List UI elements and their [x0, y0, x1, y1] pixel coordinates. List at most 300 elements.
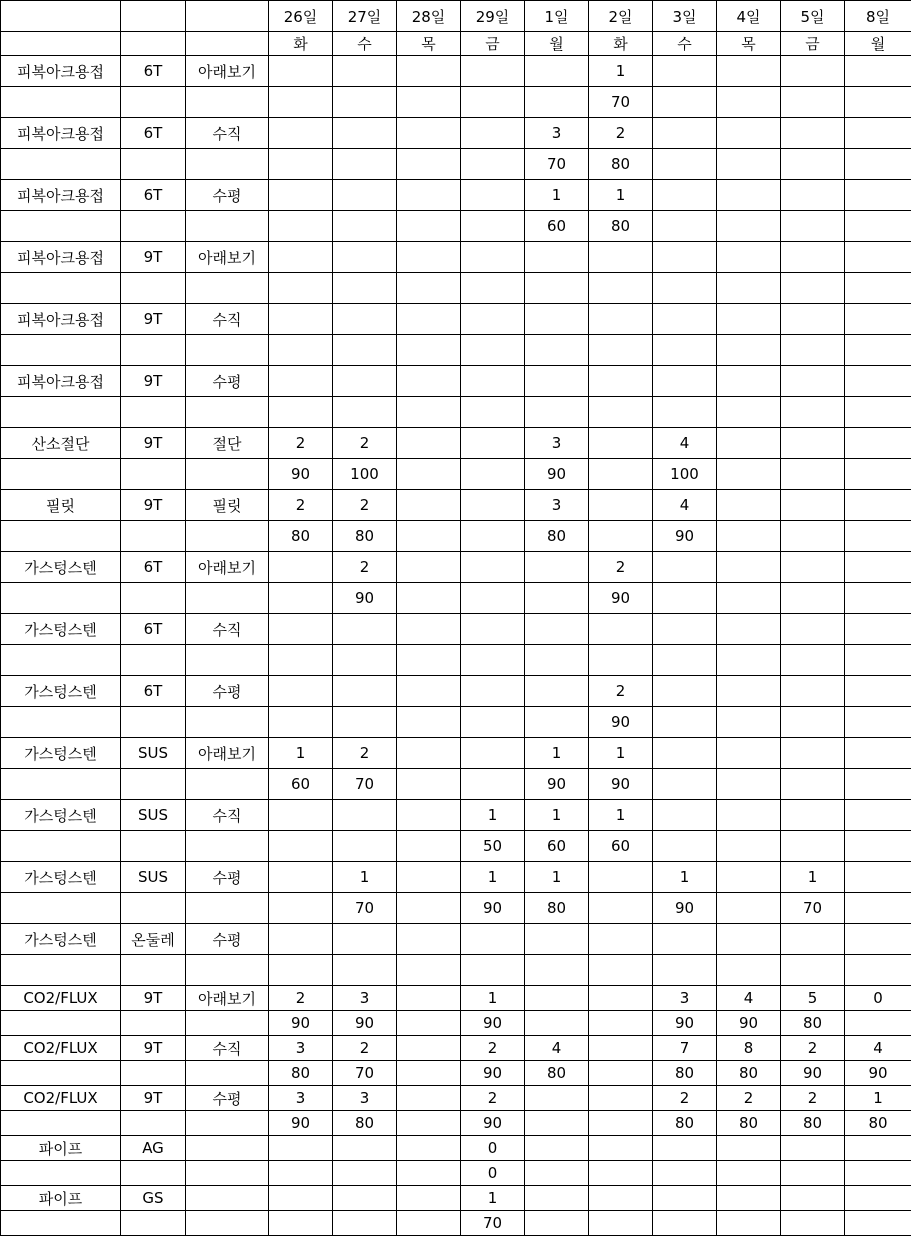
position-cell[interactable]: 수직	[186, 118, 269, 149]
value-cell[interactable]	[333, 211, 397, 242]
value-cell[interactable]	[397, 1036, 461, 1061]
value-cell[interactable]: 90	[461, 1111, 525, 1136]
thickness-cell[interactable]: 9T	[121, 986, 186, 1011]
value-cell[interactable]	[717, 707, 781, 738]
value-cell[interactable]: 1	[525, 738, 589, 769]
value-cell[interactable]	[781, 924, 845, 955]
value-cell[interactable]	[653, 614, 717, 645]
value-cell[interactable]	[269, 862, 333, 893]
value-cell[interactable]	[653, 1161, 717, 1186]
value-cell[interactable]	[717, 676, 781, 707]
value-cell[interactable]	[589, 1111, 653, 1136]
value-cell[interactable]	[589, 1086, 653, 1111]
value-cell[interactable]	[397, 428, 461, 459]
thickness-cell[interactable]	[121, 149, 186, 180]
value-cell[interactable]	[269, 645, 333, 676]
value-cell[interactable]: 90	[269, 459, 333, 490]
thickness-cell[interactable]: 9T	[121, 366, 186, 397]
value-cell[interactable]	[269, 149, 333, 180]
value-cell[interactable]	[653, 1211, 717, 1236]
value-cell[interactable]: 60	[589, 831, 653, 862]
value-cell[interactable]	[269, 676, 333, 707]
value-cell[interactable]	[653, 180, 717, 211]
value-cell[interactable]: 3	[525, 118, 589, 149]
value-cell[interactable]	[717, 211, 781, 242]
value-cell[interactable]	[589, 645, 653, 676]
value-cell[interactable]	[845, 459, 911, 490]
value-cell[interactable]	[845, 273, 911, 304]
value-cell[interactable]	[781, 87, 845, 118]
value-cell[interactable]	[589, 304, 653, 335]
value-cell[interactable]	[269, 924, 333, 955]
value-cell[interactable]	[269, 583, 333, 614]
value-cell[interactable]	[461, 242, 525, 273]
value-cell[interactable]	[781, 149, 845, 180]
value-cell[interactable]	[589, 242, 653, 273]
value-cell[interactable]: 0	[845, 986, 911, 1011]
thickness-cell[interactable]: 9T	[121, 1036, 186, 1061]
value-cell[interactable]	[717, 180, 781, 211]
value-cell[interactable]: 1	[589, 180, 653, 211]
position-cell[interactable]: 수평	[186, 676, 269, 707]
value-cell[interactable]	[781, 273, 845, 304]
process-cell[interactable]	[1, 583, 121, 614]
value-cell[interactable]	[653, 1186, 717, 1211]
value-cell[interactable]	[845, 800, 911, 831]
value-cell[interactable]	[781, 831, 845, 862]
value-cell[interactable]: 90	[589, 769, 653, 800]
value-cell[interactable]: 2	[269, 428, 333, 459]
thickness-cell[interactable]: 6T	[121, 614, 186, 645]
value-cell[interactable]	[461, 335, 525, 366]
process-cell[interactable]: 피복아크용접	[1, 242, 121, 273]
value-cell[interactable]	[397, 614, 461, 645]
process-cell[interactable]	[1, 645, 121, 676]
value-cell[interactable]	[653, 87, 717, 118]
value-cell[interactable]: 80	[589, 211, 653, 242]
value-cell[interactable]	[717, 583, 781, 614]
date-header-cell[interactable]: 1일	[525, 1, 589, 32]
value-cell[interactable]: 1	[525, 180, 589, 211]
value-cell[interactable]	[269, 273, 333, 304]
value-cell[interactable]: 70	[781, 893, 845, 924]
position-cell[interactable]: 수평	[186, 180, 269, 211]
process-cell[interactable]	[1, 1061, 121, 1086]
value-cell[interactable]: 4	[653, 428, 717, 459]
value-cell[interactable]: 1	[461, 862, 525, 893]
value-cell[interactable]	[525, 676, 589, 707]
value-cell[interactable]	[397, 211, 461, 242]
position-cell[interactable]	[186, 1011, 269, 1036]
value-cell[interactable]	[717, 862, 781, 893]
value-cell[interactable]: 70	[333, 769, 397, 800]
position-cell[interactable]	[186, 1061, 269, 1086]
value-cell[interactable]: 80	[589, 149, 653, 180]
value-cell[interactable]	[461, 614, 525, 645]
thickness-cell[interactable]	[121, 769, 186, 800]
value-cell[interactable]: 1	[653, 862, 717, 893]
value-cell[interactable]: 90	[717, 1011, 781, 1036]
value-cell[interactable]	[397, 955, 461, 986]
value-cell[interactable]	[845, 738, 911, 769]
value-cell[interactable]	[525, 56, 589, 87]
weekday-header-cell[interactable]: 목	[717, 32, 781, 56]
value-cell[interactable]	[653, 335, 717, 366]
process-cell[interactable]: CO2/FLUX	[1, 1086, 121, 1111]
value-cell[interactable]	[269, 366, 333, 397]
value-cell[interactable]	[269, 1136, 333, 1161]
position-cell[interactable]	[186, 1136, 269, 1161]
value-cell[interactable]	[461, 490, 525, 521]
value-cell[interactable]	[781, 1186, 845, 1211]
value-cell[interactable]	[717, 428, 781, 459]
value-cell[interactable]	[781, 118, 845, 149]
position-cell[interactable]	[186, 459, 269, 490]
value-cell[interactable]	[461, 924, 525, 955]
value-cell[interactable]	[653, 56, 717, 87]
value-cell[interactable]: 1	[589, 800, 653, 831]
date-header-cell[interactable]: 4일	[717, 1, 781, 32]
value-cell[interactable]	[653, 707, 717, 738]
value-cell[interactable]	[397, 769, 461, 800]
process-cell[interactable]: 피복아크용접	[1, 304, 121, 335]
value-cell[interactable]	[781, 521, 845, 552]
thickness-cell[interactable]: 9T	[121, 304, 186, 335]
value-cell[interactable]	[461, 87, 525, 118]
value-cell[interactable]	[269, 304, 333, 335]
value-cell[interactable]: 60	[525, 831, 589, 862]
position-cell[interactable]	[186, 273, 269, 304]
value-cell[interactable]	[333, 149, 397, 180]
value-cell[interactable]: 90	[653, 893, 717, 924]
value-cell[interactable]	[269, 707, 333, 738]
position-cell[interactable]: 아래보기	[186, 56, 269, 87]
date-header-cell[interactable]: 26일	[269, 1, 333, 32]
value-cell[interactable]: 0	[461, 1136, 525, 1161]
thickness-cell[interactable]: 9T	[121, 490, 186, 521]
thickness-cell[interactable]	[121, 955, 186, 986]
value-cell[interactable]: 80	[525, 893, 589, 924]
value-cell[interactable]	[397, 800, 461, 831]
value-cell[interactable]	[397, 459, 461, 490]
value-cell[interactable]: 1	[589, 56, 653, 87]
process-cell[interactable]: 가스텅스텐	[1, 738, 121, 769]
value-cell[interactable]	[781, 459, 845, 490]
value-cell[interactable]	[397, 397, 461, 428]
value-cell[interactable]	[525, 986, 589, 1011]
value-cell[interactable]	[717, 56, 781, 87]
value-cell[interactable]	[717, 87, 781, 118]
weekday-header-cell[interactable]: 월	[845, 32, 911, 56]
value-cell[interactable]: 2	[333, 490, 397, 521]
thickness-cell[interactable]: SUS	[121, 862, 186, 893]
value-cell[interactable]	[525, 707, 589, 738]
value-cell[interactable]	[589, 1061, 653, 1086]
value-cell[interactable]	[717, 242, 781, 273]
weekday-header-cell[interactable]: 금	[781, 32, 845, 56]
header-blank-cell[interactable]	[1, 1, 121, 32]
value-cell[interactable]	[397, 56, 461, 87]
position-cell[interactable]	[186, 583, 269, 614]
value-cell[interactable]	[845, 490, 911, 521]
value-cell[interactable]	[845, 521, 911, 552]
position-cell[interactable]: 수직	[186, 614, 269, 645]
value-cell[interactable]	[269, 831, 333, 862]
value-cell[interactable]	[525, 955, 589, 986]
value-cell[interactable]	[525, 366, 589, 397]
value-cell[interactable]	[589, 1161, 653, 1186]
weekday-header-cell[interactable]: 화	[589, 32, 653, 56]
value-cell[interactable]	[717, 397, 781, 428]
process-cell[interactable]: 가스텅스텐	[1, 676, 121, 707]
thickness-cell[interactable]	[121, 583, 186, 614]
process-cell[interactable]	[1, 1161, 121, 1186]
value-cell[interactable]	[333, 1136, 397, 1161]
value-cell[interactable]	[845, 1161, 911, 1186]
value-cell[interactable]	[589, 490, 653, 521]
value-cell[interactable]	[653, 366, 717, 397]
value-cell[interactable]	[269, 118, 333, 149]
position-cell[interactable]	[186, 149, 269, 180]
thickness-cell[interactable]	[121, 211, 186, 242]
weekday-header-cell[interactable]: 금	[461, 32, 525, 56]
value-cell[interactable]: 90	[525, 459, 589, 490]
value-cell[interactable]	[845, 552, 911, 583]
thickness-cell[interactable]	[121, 397, 186, 428]
value-cell[interactable]	[397, 1136, 461, 1161]
value-cell[interactable]	[461, 955, 525, 986]
value-cell[interactable]: 80	[653, 1111, 717, 1136]
value-cell[interactable]	[781, 335, 845, 366]
process-cell[interactable]	[1, 1011, 121, 1036]
value-cell[interactable]: 80	[717, 1061, 781, 1086]
thickness-cell[interactable]: AG	[121, 1136, 186, 1161]
process-cell[interactable]: CO2/FLUX	[1, 1036, 121, 1061]
value-cell[interactable]: 70	[461, 1211, 525, 1236]
value-cell[interactable]	[269, 800, 333, 831]
value-cell[interactable]: 60	[525, 211, 589, 242]
value-cell[interactable]	[269, 893, 333, 924]
value-cell[interactable]: 2	[461, 1036, 525, 1061]
value-cell[interactable]	[525, 1011, 589, 1036]
value-cell[interactable]	[781, 211, 845, 242]
value-cell[interactable]	[589, 924, 653, 955]
thickness-cell[interactable]	[121, 1161, 186, 1186]
value-cell[interactable]: 70	[589, 87, 653, 118]
value-cell[interactable]	[589, 1186, 653, 1211]
position-cell[interactable]: 아래보기	[186, 242, 269, 273]
header-blank-cell[interactable]	[121, 32, 186, 56]
position-cell[interactable]: 수평	[186, 1086, 269, 1111]
process-cell[interactable]: 필릿	[1, 490, 121, 521]
value-cell[interactable]	[397, 831, 461, 862]
value-cell[interactable]	[461, 645, 525, 676]
value-cell[interactable]	[653, 118, 717, 149]
value-cell[interactable]	[397, 1011, 461, 1036]
value-cell[interactable]	[269, 335, 333, 366]
value-cell[interactable]	[333, 273, 397, 304]
value-cell[interactable]	[845, 614, 911, 645]
value-cell[interactable]: 50	[461, 831, 525, 862]
value-cell[interactable]	[845, 707, 911, 738]
value-cell[interactable]	[397, 242, 461, 273]
value-cell[interactable]: 80	[525, 1061, 589, 1086]
value-cell[interactable]	[781, 707, 845, 738]
value-cell[interactable]: 2	[269, 490, 333, 521]
value-cell[interactable]: 2	[781, 1036, 845, 1061]
process-cell[interactable]: 가스텅스텐	[1, 924, 121, 955]
position-cell[interactable]	[186, 335, 269, 366]
value-cell[interactable]: 80	[269, 521, 333, 552]
date-header-cell[interactable]: 2일	[589, 1, 653, 32]
value-cell[interactable]	[845, 118, 911, 149]
value-cell[interactable]	[845, 366, 911, 397]
value-cell[interactable]	[525, 304, 589, 335]
value-cell[interactable]	[781, 1161, 845, 1186]
value-cell[interactable]: 2	[333, 1036, 397, 1061]
value-cell[interactable]	[525, 552, 589, 583]
value-cell[interactable]	[397, 335, 461, 366]
value-cell[interactable]	[333, 304, 397, 335]
value-cell[interactable]	[781, 645, 845, 676]
value-cell[interactable]	[653, 955, 717, 986]
value-cell[interactable]	[397, 149, 461, 180]
value-cell[interactable]	[717, 1211, 781, 1236]
value-cell[interactable]: 90	[781, 1061, 845, 1086]
header-blank-cell[interactable]	[186, 1, 269, 32]
weekday-header-cell[interactable]: 수	[653, 32, 717, 56]
value-cell[interactable]	[589, 1211, 653, 1236]
thickness-cell[interactable]	[121, 1011, 186, 1036]
position-cell[interactable]	[186, 645, 269, 676]
value-cell[interactable]: 90	[461, 1011, 525, 1036]
value-cell[interactable]	[845, 397, 911, 428]
value-cell[interactable]	[269, 211, 333, 242]
position-cell[interactable]: 필릿	[186, 490, 269, 521]
value-cell[interactable]: 1	[461, 986, 525, 1011]
value-cell[interactable]: 2	[333, 552, 397, 583]
value-cell[interactable]: 90	[269, 1111, 333, 1136]
date-header-cell[interactable]: 3일	[653, 1, 717, 32]
value-cell[interactable]	[269, 955, 333, 986]
process-cell[interactable]	[1, 1211, 121, 1236]
value-cell[interactable]	[781, 769, 845, 800]
thickness-cell[interactable]	[121, 1061, 186, 1086]
thickness-cell[interactable]: 6T	[121, 56, 186, 87]
value-cell[interactable]	[269, 397, 333, 428]
value-cell[interactable]	[781, 242, 845, 273]
header-blank-cell[interactable]	[186, 32, 269, 56]
value-cell[interactable]	[269, 614, 333, 645]
value-cell[interactable]	[717, 552, 781, 583]
value-cell[interactable]	[525, 397, 589, 428]
value-cell[interactable]	[461, 521, 525, 552]
value-cell[interactable]: 90	[461, 1061, 525, 1086]
date-header-cell[interactable]: 29일	[461, 1, 525, 32]
value-cell[interactable]	[653, 211, 717, 242]
value-cell[interactable]	[717, 1136, 781, 1161]
value-cell[interactable]	[845, 1136, 911, 1161]
value-cell[interactable]	[845, 56, 911, 87]
value-cell[interactable]	[717, 738, 781, 769]
value-cell[interactable]	[333, 1211, 397, 1236]
value-cell[interactable]	[589, 955, 653, 986]
thickness-cell[interactable]	[121, 459, 186, 490]
value-cell[interactable]	[653, 552, 717, 583]
value-cell[interactable]	[781, 180, 845, 211]
value-cell[interactable]	[461, 583, 525, 614]
value-cell[interactable]	[397, 1061, 461, 1086]
thickness-cell[interactable]: 6T	[121, 180, 186, 211]
value-cell[interactable]	[589, 366, 653, 397]
value-cell[interactable]: 4	[525, 1036, 589, 1061]
value-cell[interactable]	[717, 459, 781, 490]
process-cell[interactable]	[1, 707, 121, 738]
value-cell[interactable]	[397, 1111, 461, 1136]
value-cell[interactable]	[525, 87, 589, 118]
value-cell[interactable]: 2	[589, 676, 653, 707]
value-cell[interactable]	[397, 583, 461, 614]
value-cell[interactable]	[717, 335, 781, 366]
value-cell[interactable]	[845, 676, 911, 707]
value-cell[interactable]	[717, 490, 781, 521]
value-cell[interactable]	[589, 986, 653, 1011]
value-cell[interactable]	[589, 1011, 653, 1036]
value-cell[interactable]	[717, 149, 781, 180]
value-cell[interactable]: 3	[333, 1086, 397, 1111]
value-cell[interactable]	[845, 893, 911, 924]
value-cell[interactable]: 80	[653, 1061, 717, 1086]
position-cell[interactable]	[186, 397, 269, 428]
value-cell[interactable]: 90	[845, 1061, 911, 1086]
value-cell[interactable]	[525, 1136, 589, 1161]
thickness-cell[interactable]: 9T	[121, 242, 186, 273]
position-cell[interactable]: 수평	[186, 924, 269, 955]
value-cell[interactable]	[845, 955, 911, 986]
value-cell[interactable]: 0	[461, 1161, 525, 1186]
value-cell[interactable]	[397, 738, 461, 769]
value-cell[interactable]: 4	[653, 490, 717, 521]
value-cell[interactable]	[333, 397, 397, 428]
value-cell[interactable]	[333, 955, 397, 986]
value-cell[interactable]	[525, 273, 589, 304]
value-cell[interactable]	[269, 552, 333, 583]
value-cell[interactable]	[525, 645, 589, 676]
value-cell[interactable]	[845, 149, 911, 180]
position-cell[interactable]: 아래보기	[186, 552, 269, 583]
value-cell[interactable]	[653, 273, 717, 304]
thickness-cell[interactable]: SUS	[121, 738, 186, 769]
process-cell[interactable]	[1, 459, 121, 490]
value-cell[interactable]	[461, 56, 525, 87]
value-cell[interactable]: 1	[269, 738, 333, 769]
value-cell[interactable]	[525, 1111, 589, 1136]
value-cell[interactable]: 3	[269, 1086, 333, 1111]
value-cell[interactable]: 1	[589, 738, 653, 769]
value-cell[interactable]: 80	[333, 521, 397, 552]
value-cell[interactable]: 80	[269, 1061, 333, 1086]
position-cell[interactable]	[186, 1186, 269, 1211]
value-cell[interactable]	[589, 614, 653, 645]
date-header-cell[interactable]: 27일	[333, 1, 397, 32]
process-cell[interactable]	[1, 1111, 121, 1136]
value-cell[interactable]	[845, 583, 911, 614]
position-cell[interactable]	[186, 521, 269, 552]
value-cell[interactable]	[845, 211, 911, 242]
value-cell[interactable]	[397, 118, 461, 149]
value-cell[interactable]	[269, 1186, 333, 1211]
value-cell[interactable]	[653, 769, 717, 800]
